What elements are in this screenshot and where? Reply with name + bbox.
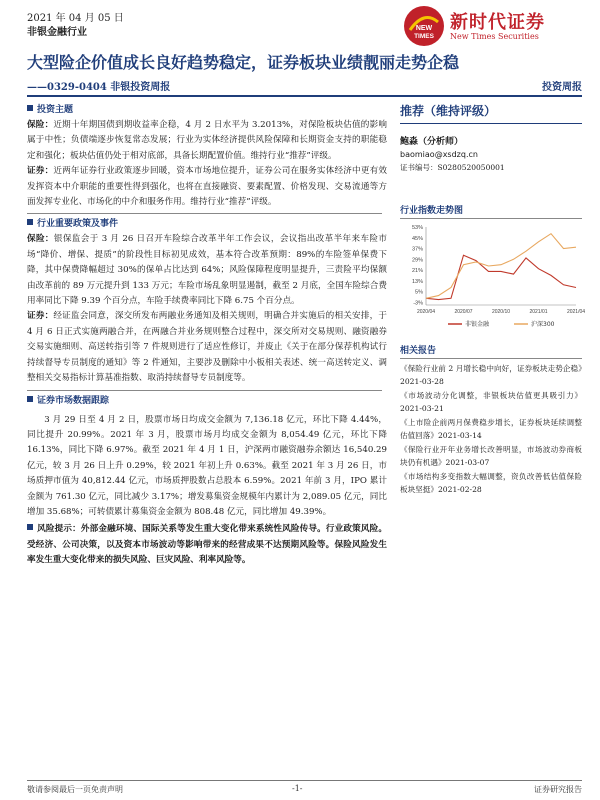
footer-divider: [27, 780, 582, 781]
page-number: -1-: [292, 784, 303, 793]
y-tick-label: 5%: [415, 289, 423, 296]
paragraph-securities-theme: 证券：近两年证券行业政策逐步回暖，资本市场地位提升，证券公司在服务实体经济中更有效发挥资本中介职能的重要性得到强化，也将在直接融资、要素配置、价格发现、交易流通等方面发挥专业化、市场化的中介和服务作用。维持行业“推荐”评级。: [27, 166, 387, 208]
related-report-item[interactable]: 《保险行业开年业务增长改善明显，市场波动券商板块仍有机遇》2021-03-07: [400, 445, 582, 467]
rating-label: 推荐（维持评级）: [400, 101, 582, 124]
related-reports-title: 相关报告: [400, 343, 582, 359]
report-subtitle: ——0329-0404 非银投资周报: [27, 82, 171, 93]
related-report-item[interactable]: 《保险行业前 2 月增长稳中向好，证券板块走势企稳》2021-03-28: [400, 364, 582, 386]
company-logo: [402, 4, 582, 48]
report-title: 大型险企价值成长良好趋势稳定，证券板块业绩靓丽走势企稳: [27, 53, 460, 72]
y-tick-label: 13%: [411, 278, 423, 285]
x-tick-label: 2020/10: [491, 309, 511, 315]
series-line-csi300: [426, 234, 576, 299]
paragraph-securities-policy: 证券：经证监会同意，深交所发布两融业务通知及相关规则，明确合并实施后的相关安排，于 4 月 6 日正式实施两融合并，在两融合并业务规则整合过程中，深交所对交易规则、融资融券交易实施细则、高送转指引等 7 件规则进行了适应性修订，并废止《关于在部分保荐机构试行持续督导专员制度的通知》等 2 件通知，主要涉及删除中小板相关表述、统一高送转定义、调整相关交易指标计算基准指数、取消持续督导专员制度等。: [27, 311, 387, 384]
x-tick-label: 2021/04: [566, 309, 586, 315]
footer-report-type: 证券研究报告: [534, 785, 582, 794]
chart-title: 行业指数走势图: [400, 203, 582, 219]
index-trend-svg: [400, 221, 586, 331]
legend-label: 沪深300: [531, 321, 555, 328]
logo-badge-icon: [402, 4, 446, 48]
legend-label: 非银金融: [465, 321, 490, 328]
related-report-item[interactable]: 《市场波动分化调整，非银板块估值更具吸引力》2021-03-21: [400, 391, 582, 413]
paragraph-market-data: 3 月 29 日至 4 月 2 日，股票市场日均成交金额为 7,136.18 亿元，环比下降 4.44%，同比提升 20.99%。2021 年 3 月，股票市场月均成交金额为 8,054.49 亿元，环比下降 16.13%，同比下降 6.97%。截至 2021 年 4 月 1 日，沪深两市融资融券余额达 16,540.29 亿元，较 3 月 26 日上升 0.29%，较 2021 年初上升 0.63%。截至 2021 年 3 月 26 日，市场质押市值为 40,812.44 亿元，市场质押股数占总股本 6.59%。2021 年前 3 月，IPO 累计金额为 761.30 亿元，同比减少 3.17%；增发募集资金规模年内累计为 2,089.05 亿元，同比增加 35.68%；可转债累计募集资金金额为 808.48 亿元，同比增加 49.39%。: [27, 414, 387, 517]
paragraph-insurance-theme: 保险：近期十年期国债到期收益率企稳，4 月 2 日水平为 3.2013%，对保险板块估值的影响属于中性；负债端逐步恢复常态发展；行业为实体经济提供风险保障和长期资金支持的职能稳定和强化；板块估值仍处于相对底部，具备长期配置价值。维持行业“推荐”评级。: [27, 120, 387, 161]
section-heading-themes: 投资主题: [27, 102, 387, 118]
y-tick-label: 21%: [411, 268, 423, 275]
report-type: 投资周报: [542, 82, 582, 93]
header-divider: [27, 95, 582, 97]
related-report-item[interactable]: 《上市险企前两月保费稳步增长，证券板块延续调整估值回落》2021-03-14: [400, 418, 582, 440]
y-tick-label: 29%: [411, 257, 423, 264]
y-tick-label: 53%: [411, 225, 423, 231]
report-date: 2021 年 04 月 05 日: [27, 13, 124, 24]
section-divider: [27, 213, 382, 214]
related-report-item[interactable]: 《市场结构多变指数大幅调整，资负改善低估值保险板块坚挺》2021-02-28: [400, 472, 582, 494]
series-line-nonbank: [426, 255, 576, 299]
related-reports-list: [400, 363, 582, 496]
y-tick-label: 37%: [411, 246, 423, 253]
analyst-email[interactable]: baomiao@xsdzq.cn: [400, 150, 478, 159]
paragraph-insurance-policy: 保险：银保监会于 3 月 26 日召开车险综合改革半年工作会议，会议指出改革半年来车险市场“降价、增保、提质”的阶段性目标初见成效，基本符合改革预期：89%的车险签单保费下降，其中保费降幅超过 30%的保单占比达到 64%；风险保障程度明显提升，三责险平均保额由改革前的 89 万元提升到 133 万元；车险市场乱象明显遏制，截至 2 月底，全国车险综合费用率同比下降 9.39 个百分点，车险手续费率同比下降 6.75 个百分点。: [27, 234, 387, 307]
logo-chinese-name: 新时代证券: [450, 12, 545, 33]
x-tick-label: 2021/01: [529, 309, 548, 315]
svg-text:NEW: NEW: [415, 25, 433, 32]
logo-english-name: New Times Securities: [450, 32, 539, 41]
y-tick-label: -3%: [413, 300, 423, 307]
footer-disclaimer: 敬请参阅最后一页免责声明: [27, 785, 123, 794]
x-tick-label: 2020/07: [454, 309, 473, 315]
main-column: [27, 101, 387, 721]
section-heading-market-data: 证券市场数据跟踪: [27, 393, 387, 409]
analyst-certificate: 证书编号：S0280520050001: [400, 163, 505, 172]
risk-warning: 风险提示：外部金融环境、国际关系等发生重大变化带来系统性风险传导。行业政策风险。受经济、公司决策，以及资本市场波动等影响带来的经营成果不达预期风险等。保险风险发生率发生重大变化带来的损失风险、巨灾风险、利率风险等。: [27, 524, 387, 566]
section-divider: [27, 390, 382, 391]
industry-category: 非银金融行业: [27, 27, 87, 38]
svg-text:TIMES: TIMES: [414, 33, 434, 40]
side-column: [400, 101, 586, 498]
y-tick-label: 45%: [411, 235, 423, 242]
index-trend-chart: [400, 221, 586, 331]
x-tick-label: 2020/04: [416, 309, 436, 315]
analyst-name: 鲍淼（分析师）: [400, 137, 464, 147]
section-heading-policy: 行业重要政策及事件: [27, 216, 387, 232]
